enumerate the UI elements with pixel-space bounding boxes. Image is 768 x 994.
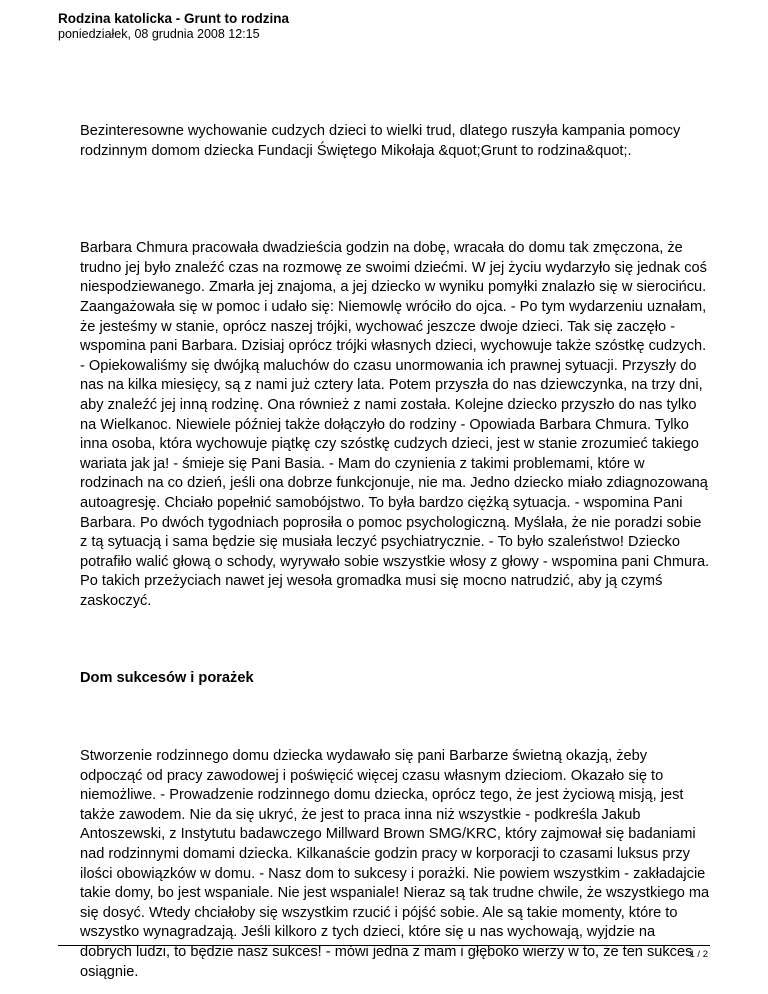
body-paragraph-1: Barbara Chmura pracowała dwadzieścia godzin na dobę, wracała do domu tak zmęczona, że trudno jej było znaleźć czas na rozmowę ze swoimi dziećmi. W jej życiu wydarzyło się jednak coś niespodziewanego. Zmarła jej znajoma, a jej dziecko w wyniku pomyłki znalazło się w sierocińcu. Zaangażowała się w pomoc i udało się: Niemowlę wróciło do ojca. - Po tym wydarzeniu uznałam, że jesteśmy w stanie, oprócz naszej trójki, wychować jeszcze dwoje dzieci. Tak się zaczęło - wspomina pani Barbara. Dzisiaj oprócz trójki własnych dzieci, wychowuje także szóstkę cudzych. - Opiekowaliśmy się dwójką maluchów do czasu unormowania ich prawnej sytuacji. Przyszły do nas na kilka miesięcy, są z nami już cztery lata. Potem przyszła do nas dziewczynka, na trzy dni, aby znaleźć jej inną rodzinę. Ona również z nami została. Kolejne dziecko przyszło do nas tylko na Wielkanoc. Niewiele później także dołączyło do rodziny - Opowiada Barbara Chmura. Tylko inna osoba, która wychowuje piątkę czy szóstkę cudzych dzieci, jest w stanie zrozumieć takiego wariata jak ja! - śmieje się Pani Basia. - Mam do czynienia z takimi problemami, które w rodzinach na co dzień, jeśli ona dobrze funkcjonuje, nie ma. Jedno dziecko miało zdiagnozowaną autoagresję. Chciało popełnić samobójstwo. To była bardzo ciężką sytuacja. - wspomina Pani Barbara. Po dwóch tygodniach poprosiła o pomoc psychologiczną. Myślała, że nie poradzi sobie z tą sytuacją i sama będzie się musiała leczyć psychiatrycznie. - To było szaleństwo! Dziecko potrafiło walić głową o schody, wyrywało sobie wszystkie włosy z głowy - wspomina pani Chmura. Po takich przeżyciach nawet jej wesoła gromadka musi się mocno natrudzić, aby ją czymś zaskoczyć. (80, 240, 710, 609)
article-body (80, 122, 710, 982)
section-heading: Dom sukcesów i porażek (80, 670, 254, 687)
document-title: Rodzina katolicka - Grunt to rodzina (58, 11, 290, 26)
intro-paragraph: Bezinteresowne wychowanie cudzych dzieci to wielki trud, dlatego ruszyła kampania pomocy rodzinnym domom dziecka Fundacji Świętego Mikołaja &quot;Grunt to rodzina&quot;. (80, 123, 681, 159)
body-paragraph-2: Stworzenie rodzinnego domu dziecka wydawało się pani Barbarze świetną okazją, żeby odpocząć od pracy zawodowej i poświęcić więcej czasu własnym dzieciom. Okazało się to niemożliwe. - Prowadzenie rodzinnego domu dziecka, oprócz tego, że jest życiową misją, jest także zawodem. Nie da się ukryć, że jest to praca inna niż wszystkie - podkreśla Jakub Antoszewski, z Instytutu badawczego Millward Brown SMG/KRC, który zajmował się badaniami nad rodzinnymi domami dziecka. Kilkanaście godzin pracy w korporacji to czasami luksus przy ilości obowiązków w domu. - Nasz dom to sukcesy i porażki. Nie powiem wszystkim - zakładajcie takie domy, bo jest wspaniale. Nie jest wspaniale! Nieraz są tak trudne chwile, że wszystkiego ma się dosyć. Wtedy chciałoby się wszystkim rzucić i pójść sobie. Ale są takie momenty, które to wszystko wynagradzają. Jeśli kilkoro z tych dzieci, które się u nas wychowają, wyjdzie na dobrych ludzi, to będzie nasz sukces! - mówi jedna z mam i głęboko wierzy w to, że ten sukces osiągnie. (80, 748, 710, 980)
document-date: poniedziałek, 08 grudnia 2008 12:15 (58, 27, 260, 41)
footer-divider (58, 945, 710, 946)
page-header (58, 10, 718, 42)
page-number: 1 / 2 (689, 949, 708, 960)
